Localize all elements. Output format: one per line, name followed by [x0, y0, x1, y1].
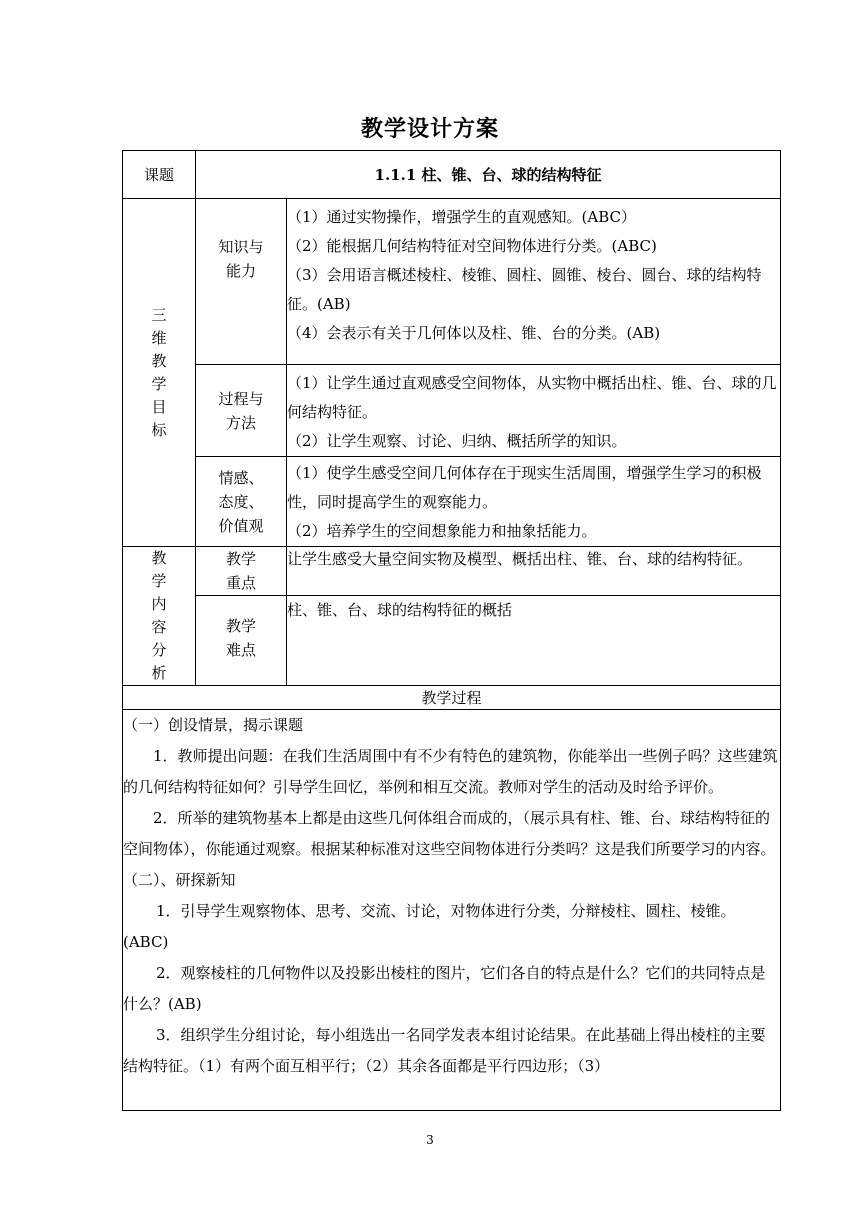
- content-analysis-label-text: 教 学 内 容 分 析: [151, 549, 167, 682]
- emotion-items: [287, 457, 781, 547]
- objective-knowledge-row: [123, 199, 781, 365]
- emotion-label: [196, 457, 287, 547]
- process-method-items: [287, 365, 781, 457]
- objective-process-row: [123, 365, 781, 457]
- emotion-item: （1）使学生感受空间几何体存在于现实生活周围，增强学生学习的积极性，同时提高学生的观察能力。: [287, 464, 762, 511]
- process-body-row: [123, 710, 781, 1111]
- knowledge-item: （1）通过实物操作，增强学生的直观感知。(ABC）: [287, 208, 637, 226]
- content-analysis-label: [123, 547, 196, 686]
- key-point-label-text: 教学 重点: [225, 550, 256, 592]
- process-method-item: （1）让学生通过直观感受空间物体，从实物中概括出柱、锥、台、球的几何结构特征。: [287, 374, 777, 421]
- knowledge-items: [287, 199, 781, 365]
- page-number: 3: [426, 1133, 434, 1147]
- topic-row: [123, 151, 781, 199]
- key-point-row: [123, 547, 781, 596]
- difficulty-label: [196, 596, 287, 686]
- knowledge-item: （2）能根据几何结构特征对空间物体进行分类。(ABC): [287, 237, 657, 255]
- process-paragraph: 2．所举的建筑物基本上都是由这些几何体组合而成的，（展示具有柱、锥、台、球结构特征的空间物体），你能通过观察。根据某种标准对这些空间物体进行分类吗？这是我们所要学习的内容。: [123, 809, 776, 858]
- emotion-label-text: 情感、 态度、 价值观: [218, 468, 264, 535]
- process-paragraph: 1．引导学生观察物体、思考、交流、讨论，对物体进行分类，分辩棱柱、圆柱、棱锥。(ABC): [123, 902, 736, 951]
- process-method-label-text: 过程与 方法: [218, 389, 264, 432]
- objectives-label: [123, 199, 196, 547]
- process-method-label: [196, 365, 287, 457]
- difficulty-text: 柱、锥、台、球的结构特征的概括: [287, 596, 781, 686]
- knowledge-item: （3）会用语言概述棱柱、棱锥、圆柱、圆锥、棱台、圆台、球的结构特征。(AB): [287, 266, 762, 313]
- process-paragraph: 1．教师提出问题：在我们生活周围中有不少有特色的建筑物，你能举出一些例子吗？这些建筑的几何结构特征如何？引导学生回忆，举例和相互交流。教师对学生的活动及时给予评价。: [123, 747, 778, 796]
- process-body: [123, 710, 781, 1111]
- process-header-row: [123, 686, 781, 710]
- knowledge-label-text: 知识与 能力: [218, 237, 264, 280]
- process-method-item: （2）让学生观察、讨论、归纳、概括所学的知识。: [287, 432, 627, 450]
- knowledge-item: （4）会表示有关于几何体以及柱、锥、台的分类。(AB): [287, 324, 661, 342]
- part2-title: （二）、研探新知: [123, 871, 236, 889]
- difficulty-label-text: 教学 难点: [225, 617, 256, 659]
- part1-title: （一）创设情景，揭示课题: [123, 716, 304, 734]
- document-title: 教学设计方案: [360, 116, 499, 142]
- key-point-label: [196, 547, 287, 596]
- emotion-item: （2）培养学生的空间想象能力和抽象括能力。: [287, 522, 597, 540]
- process-paragraph: 2．观察棱柱的几何物件以及投影出棱柱的图片，它们各自的特点是什么？它们的共同特点是什么？(AB): [123, 964, 766, 1013]
- knowledge-label: [196, 199, 287, 365]
- difficulty-row: [123, 596, 781, 686]
- topic-label: 课题: [123, 151, 196, 199]
- topic-title: 1.1.1 柱、锥、台、球的结构特征: [196, 151, 781, 199]
- objectives-label-text: 三 维 教 学 目 标: [151, 305, 167, 439]
- lesson-plan-table: [122, 150, 781, 1111]
- process-header: 教学过程: [123, 686, 781, 710]
- objective-emotion-row: [123, 457, 781, 547]
- process-paragraph: 3．组织学生分组讨论，每小组选出一名同学发表本组讨论结果。在此基础上得出棱柱的主要结构特征。（1）有两个面互相平行；（2）其余各面都是平行四边形；（3）: [123, 1026, 766, 1075]
- key-point-text: 让学生感受大量空间实物及模型、概括出柱、锥、台、球的结构特征。: [287, 547, 781, 596]
